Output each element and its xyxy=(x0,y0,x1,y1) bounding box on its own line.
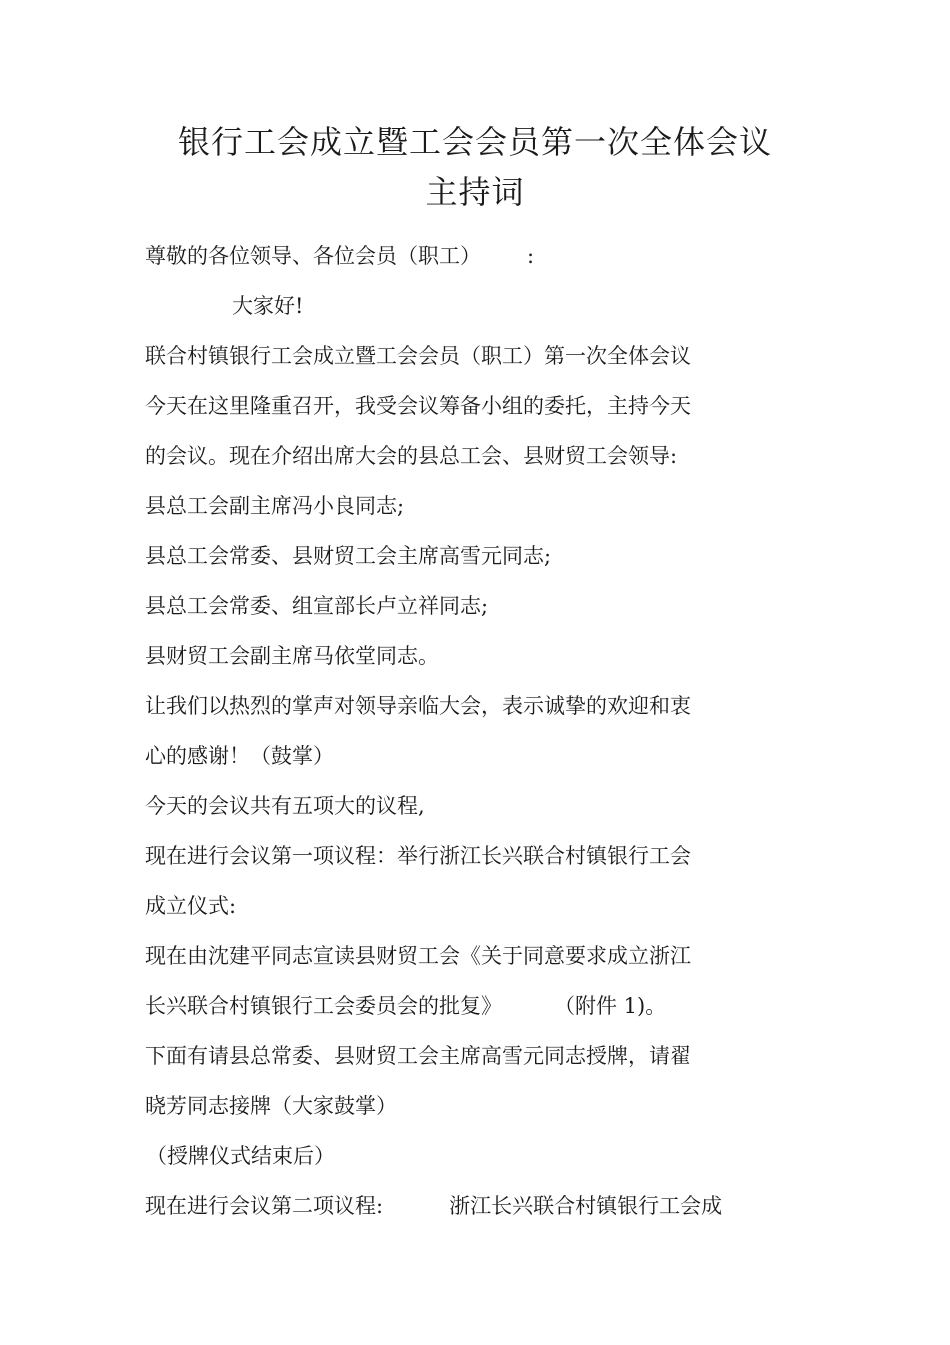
greeting-line: 大家好! xyxy=(232,294,304,318)
document-title-line-2: 主持词 xyxy=(425,173,525,211)
paragraph-line: 县总工会副主席冯小良同志; xyxy=(145,494,405,518)
paragraph-line: （授牌仪式结束后） xyxy=(146,1144,335,1168)
paragraph-line: 下面有请县总常委、县财贸工会主席高雪元同志授牌，请翟 xyxy=(145,1044,691,1068)
document-title-line-1: 银行工会成立暨工会会员第一次全体会议 xyxy=(177,123,772,161)
paragraph-line: 今天在这里隆重召开，我受会议筹备小组的委托，主持今天 xyxy=(145,394,691,418)
paragraph-line: 的会议。现在介绍出席大会的县总工会、县财贸工会领导: xyxy=(145,444,678,468)
paragraph-line: 县财贸工会副主席马依堂同志。 xyxy=(145,644,439,668)
salutation-colon: : xyxy=(527,244,535,268)
salutation-text: 尊敬的各位领导、各位会员（职工） xyxy=(145,244,481,268)
approval-text: 长兴联合村镇银行工会委员会的批复》 xyxy=(145,994,502,1018)
paragraph-line: 今天的会议共有五项大的议程, xyxy=(145,794,425,818)
attachment-ref: （附件 1)。 xyxy=(554,994,667,1018)
paragraph-line: 现在进行会议第一项议程：举行浙江长兴联合村镇银行工会 xyxy=(145,844,691,868)
agenda-two-text: 浙江长兴联合村镇银行工会成 xyxy=(449,1194,723,1218)
paragraph-line: 成立仪式: xyxy=(145,894,237,918)
paragraph-line: 晓芳同志接牌（大家鼓掌） xyxy=(145,1094,397,1118)
paragraph-line: 现在由沈建平同志宣读县财贸工会《关于同意要求成立浙江 xyxy=(145,944,691,968)
paragraph-line: 县总工会常委、县财贸工会主席高雪元同志; xyxy=(145,544,552,568)
paragraph-line xyxy=(145,991,666,1021)
salutation-line xyxy=(145,241,534,271)
paragraph-line: 心的感谢！（鼓掌） xyxy=(145,744,334,768)
agenda-two-label: 现在进行会议第二项议程: xyxy=(145,1194,384,1218)
paragraph-line: 联合村镇银行工会成立暨工会会员（职工）第一次全体会议 xyxy=(145,344,691,368)
paragraph-line: 让我们以热烈的掌声对领导亲临大会，表示诚挚的欢迎和衷 xyxy=(145,694,691,718)
paragraph-line: 县总工会常委、组宣部长卢立祥同志; xyxy=(145,594,489,618)
paragraph-line xyxy=(145,1191,722,1221)
